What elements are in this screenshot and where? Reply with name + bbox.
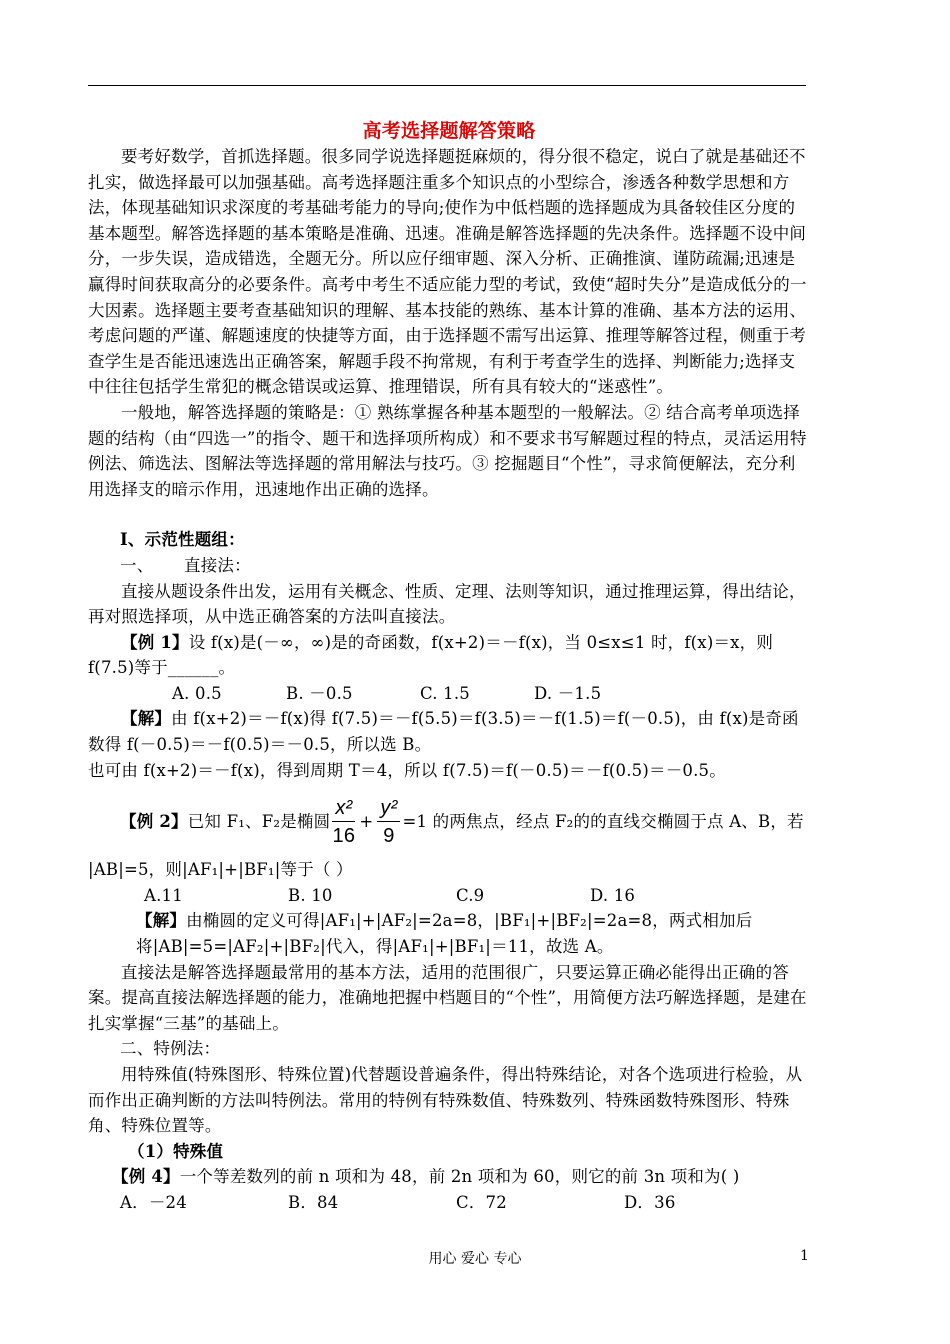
plus-sign: + (359, 812, 374, 832)
example4-option-c: C．72 (456, 1192, 507, 1212)
example1-option-c: C. 1.5 (420, 683, 470, 703)
method2-heading: 二、特例法： (120, 1039, 221, 1059)
example2-options (88, 883, 810, 909)
fraction-denominator: 9 (383, 824, 395, 847)
method2-description: 用特殊值(特殊图形、特殊位置)代替题设普遍条件，得出特殊结论，对各个选项进行检验，从而作出正确判断的方法叫特例法。常用的特例有特殊数值、特殊数列、特殊函数特殊图形、特殊角、特殊位置等。 (88, 1065, 803, 1136)
intro-paragraph-2: 一般地，解答选择题的策略是：① 熟练掌握各种基本题型的一般解法。② 结合高考单项选择题的结构（由“四选一”的指令、题干和选择项所构成）和不要求书写解题过程的特点，灵活运用特例法、筛选法、图解法等选择题的常用解法与技巧。③ 挖掘题目“个性”，寻求简便解法，充分利用选择支的暗示作用，迅速地作出正确的选择。 (88, 402, 807, 499)
page-title: 高考选择题解答策略 (362, 120, 536, 142)
example4-options (88, 1190, 810, 1216)
section-heading: Ⅰ、示范性题组： (120, 530, 245, 550)
example2-solution-label: 【解】 (136, 911, 187, 931)
header-rule (88, 85, 806, 86)
example2-post-text: =1 的两焦点，经点 F₂的的直线交椭圆于点 A、B，若 (402, 812, 804, 832)
intro-paragraph-1: 要考好数学，首抓选择题。很多同学说选择题挺麻烦的，得分很不稳定，说白了就是基础还不扎实，做选择最可以加强基础。高考选择题注重多个知识点的小型综合，渗透各种数学思想和方法，体现基础知识求深度的考基础考能力的导向;使作为中低档题的选择题成为具备较佳区分度的基本题型。解答选择题的基本策略是准确、迅速。准确是解答选择题的先决条件。选择题不设中间分，一步失误，造成错选，全题无分。所以应仔细审题、深入分析、正确推演、谨防疏漏;迅速是赢得时间获取高分的必要条件。高考中考生不适应能力型的考试，致使“超时失分”是造成低分的一大因素。选择题主要考查基础知识的理解、基本技能的熟练、基本计算的准确、基本方法的运用、考虑问题的严谨、解题速度的快捷等方面，由于选择题不需写出运算、推理等解答过程，侧重于考查学生是否能迅速选出正确答案，解题手段不拘常规，有利于考查学生的选择、判断能力;选择支中往往包括学生常犯的概念错误或运算、推理错误，所有具有较大的“迷惑性”。 (88, 147, 807, 397)
fraction-denominator: 16 (332, 824, 356, 847)
page-content (88, 118, 810, 1216)
example2-option-c: C.9 (456, 885, 485, 905)
example4-option-b: B．84 (288, 1192, 339, 1212)
method1-summary: 直接法是解答选择题最常用的基本方法，适用的范围很广，只要运算正确必能得出正确的答案。提高直接法解选择题的能力，准确地把握中档题目的“个性”，用简便方法巧解选择题，是建在扎实掌握“三基”的基础上。 (88, 962, 807, 1033)
page-number: 1 (800, 1248, 809, 1264)
example2-label: 【例 2】 (120, 812, 188, 832)
example2-option-d: D. 16 (590, 885, 636, 905)
example2-solution (88, 908, 810, 959)
example2-solution-text: 由椭圆的定义可得|AF₁|+|AF₂|=2a=8，|BF₁|+|BF₂|=2a=8，两式相加后将|AB|=5=|AF₂|+|BF₂|代入，得|AF₁|+|BF₁|＝11，故选 A。 (136, 911, 753, 957)
example1-stem (88, 630, 810, 681)
example4-stem (88, 1164, 810, 1190)
example1-label: 【例 1】 (121, 632, 189, 652)
example2-option-b: B. 10 (288, 885, 333, 905)
method1-name: 直接法： (184, 555, 251, 575)
method1-description: 直接从题设条件出发，运用有关概念、性质、定理、法则等知识，通过推理运算，得出结论，再对照选择项，从中选正确答案的方法叫直接法。 (88, 581, 806, 627)
example1-solution-label: 【解】 (121, 709, 172, 729)
method1-heading (88, 553, 810, 579)
example1-alternative: 也可由 f(x+2)＝－f(x)，得到周期 T＝4，所以 f(7.5)＝f(－0.5)＝－f(0.5)＝－0.5。 (88, 760, 726, 780)
example4-option-a: A．－24 (120, 1192, 187, 1212)
example2-option-a: A.11 (144, 885, 183, 905)
footer-motto: 用心 爱心 专心 (428, 1251, 522, 1267)
example2-stem (88, 793, 810, 851)
subsection-heading: （1）特殊值 (128, 1141, 224, 1161)
example1-option-a: A. 0.5 (172, 683, 222, 703)
example4-option-d: D．36 (624, 1192, 676, 1212)
example1-text: 设 f(x)是(－∞，∞)是的奇函数，f(x+2)＝－f(x)，当 0≤x≤1 时，f(x)＝x，则 f(7.5)等于______。 (88, 632, 774, 678)
example1-options (88, 681, 810, 707)
example2-line2: |AB|=5，则|AF₁|+|BF₁|等于（ ） (88, 860, 353, 880)
example1-solution (88, 706, 810, 757)
example1-option-d: D. －1.5 (534, 683, 602, 703)
example4-label: 【例 4】 (112, 1167, 180, 1187)
method1-number: 一、 (120, 555, 154, 575)
example4-text: 一个等差数列的前 n 项和为 48，前 2n 项和为 60，则它的前 3n 项和为( ) (179, 1167, 740, 1187)
fraction-x2-over-16 (332, 795, 355, 850)
example1-option-b: B. －0.5 (286, 683, 353, 703)
fraction-numerator: x² (332, 795, 355, 822)
example1-solution-text: 由 f(x+2)＝－f(x)得 f(7.5)＝－f(5.5)＝f(3.5)＝－f(1.5)＝f(－0.5)，由 f(x)是奇函数得 f(－0.5)＝－f(0.5)＝－0.5，所以选 B。 (88, 709, 799, 755)
fraction-numerator: y² (377, 795, 400, 822)
example2-pre-text: 已知 F₁、F₂是椭圆 (187, 812, 331, 832)
fraction-y2-over-9 (377, 795, 400, 850)
